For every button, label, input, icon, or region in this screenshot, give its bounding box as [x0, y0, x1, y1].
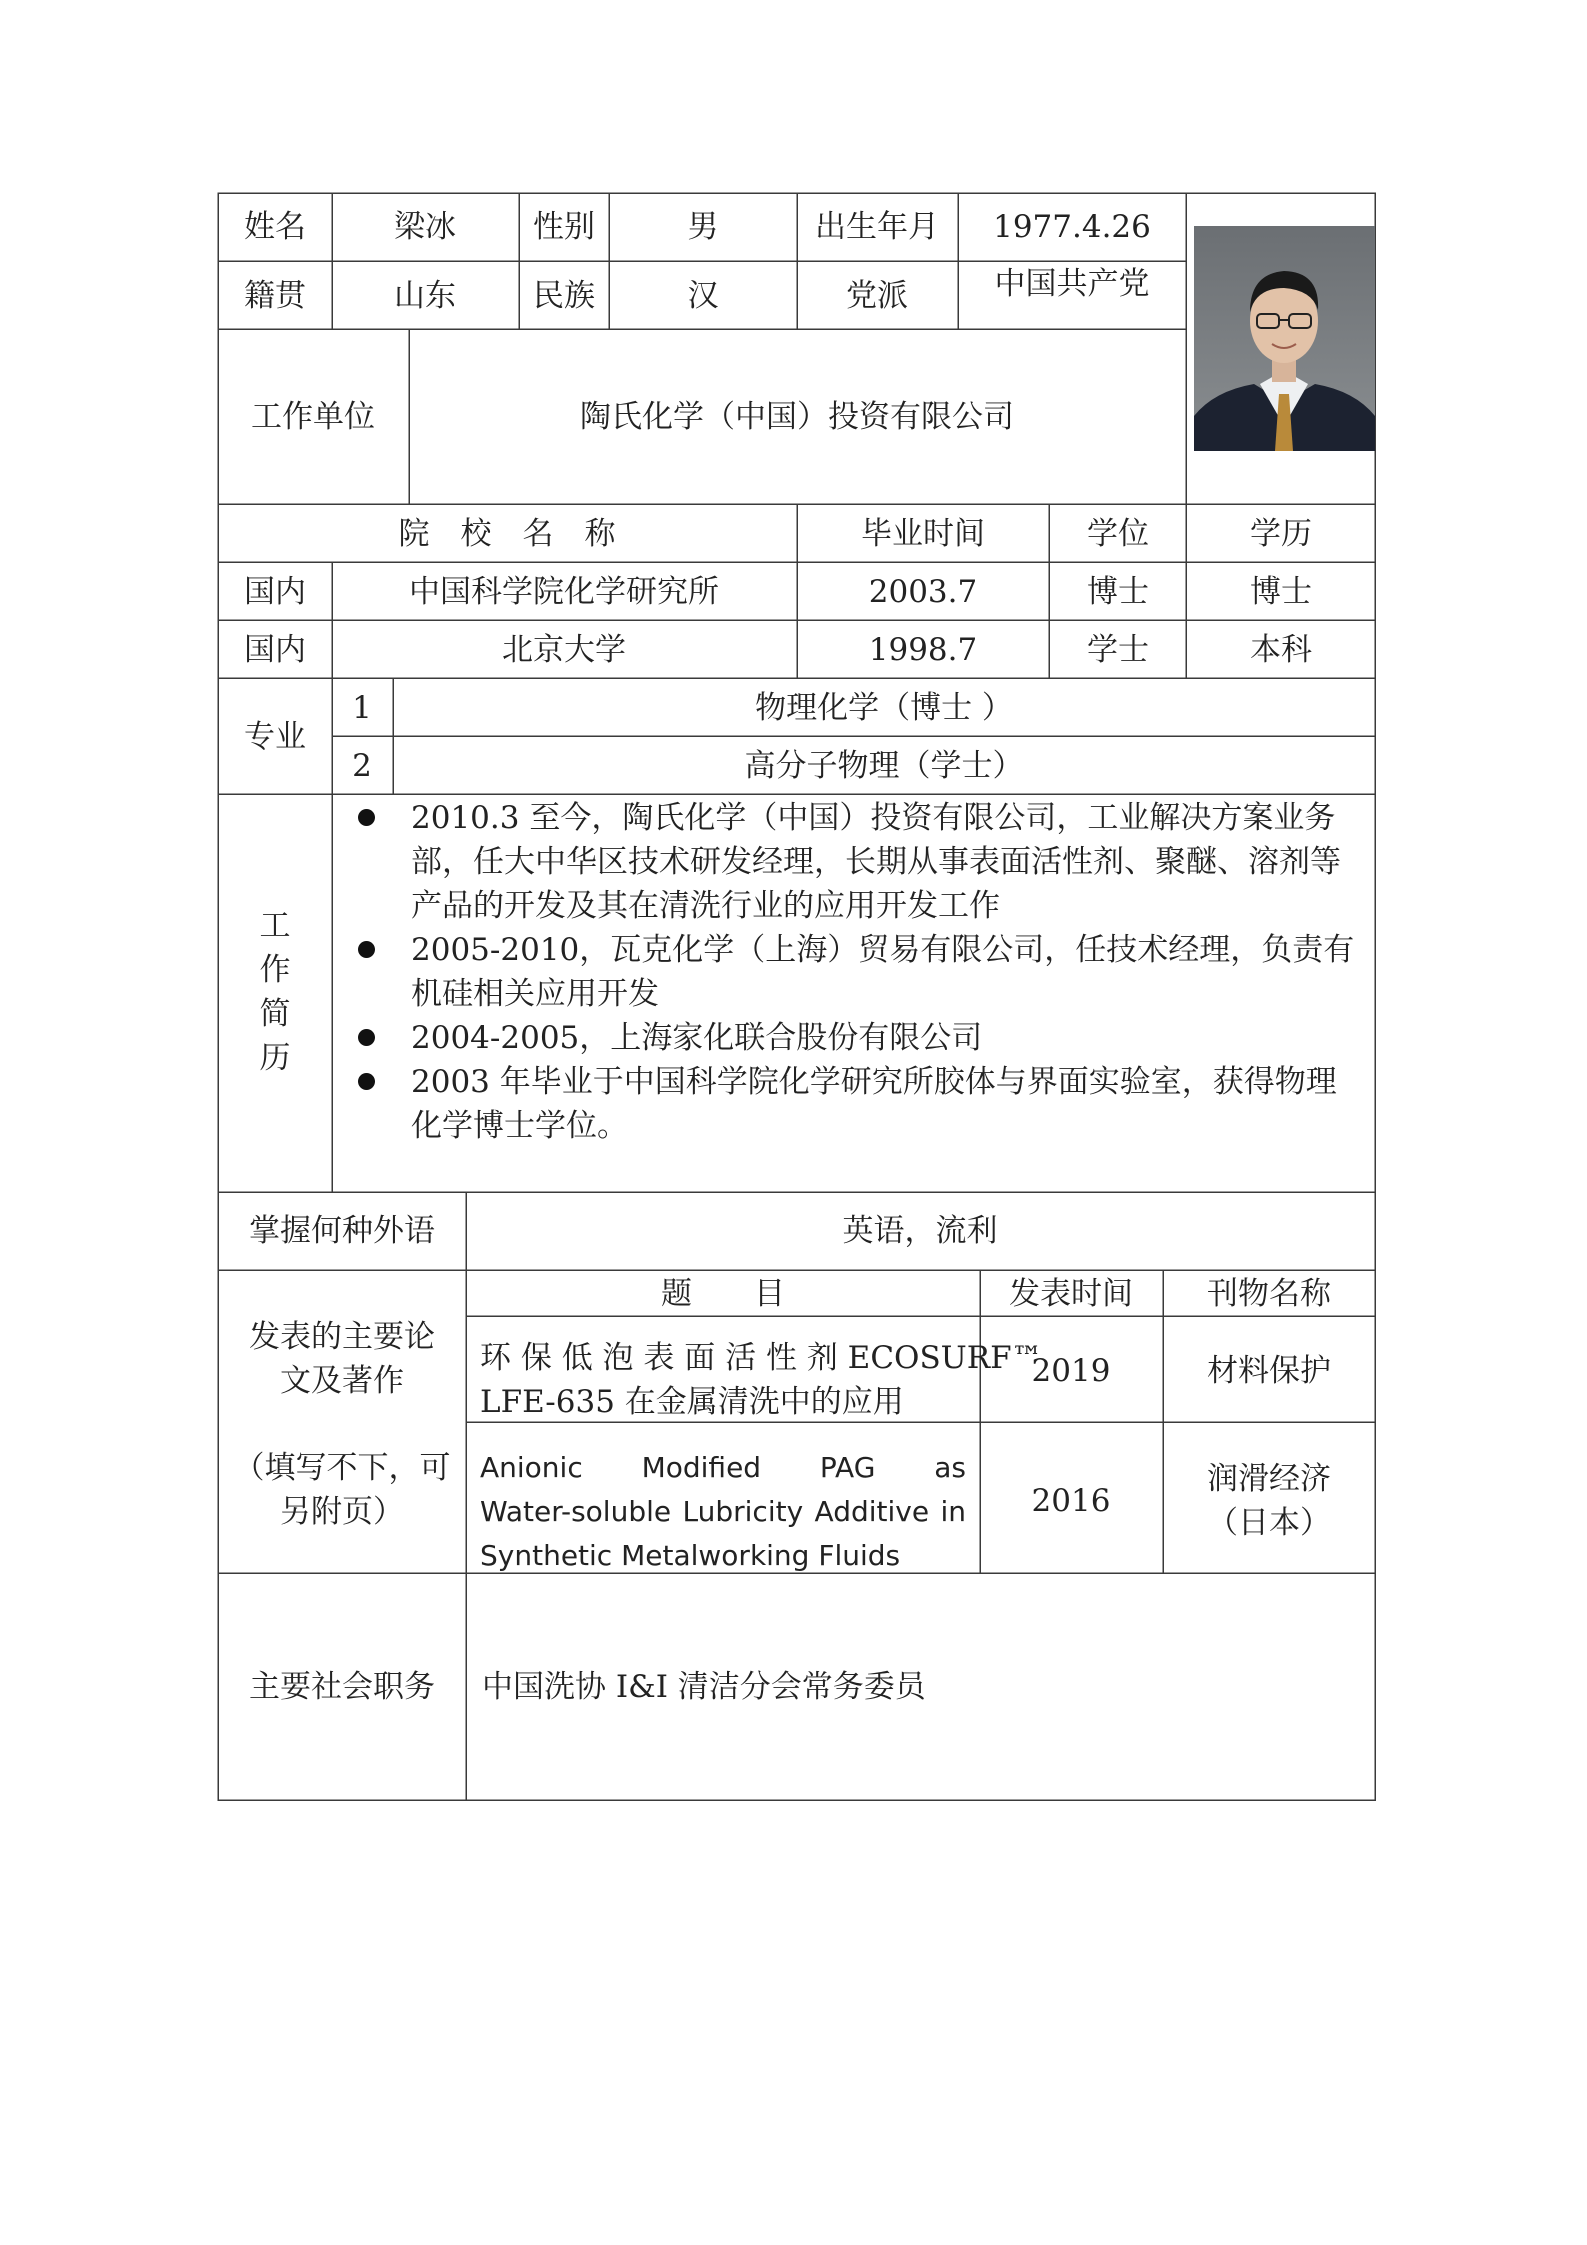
- edu-row-level: 博士: [1250, 574, 1312, 610]
- social-role-value: 中国洗协 I&I 清洁分会常务委员: [482, 1669, 926, 1705]
- edu-header-level: 学历: [1250, 516, 1312, 552]
- edu-row-region: 国内: [244, 632, 306, 668]
- bullet-icon: [358, 941, 375, 958]
- bullet-icon: [358, 1029, 375, 1046]
- pub-row-year: 2019: [1031, 1353, 1111, 1389]
- bullet-icon: [358, 809, 375, 826]
- major-label: 专业: [244, 719, 306, 755]
- work-history-line: 机硅相关应用开发: [411, 976, 659, 1012]
- native-label: 籍贯: [244, 278, 306, 314]
- edu-row-date: 2003.7: [868, 574, 978, 610]
- work-history-line: 2005-2010，瓦克化学（上海）贸易有限公司，任技术经理，负责有: [411, 932, 1355, 968]
- native-value: 山东: [394, 278, 456, 314]
- birth-label: 出生年月: [815, 209, 939, 245]
- language-label: 掌握何种外语: [249, 1213, 435, 1249]
- edu-row-region: 国内: [244, 574, 306, 610]
- name-label: 姓名: [244, 209, 306, 245]
- work-history-line: 部，任大中华区技术研发经理，长期从事表面活性剂、聚醚、溶剂等: [411, 844, 1341, 880]
- work-history-label: 工 作 简 历: [259, 908, 291, 1076]
- pub-row-title: Synthetic Metalworking Fluids: [480, 1539, 901, 1572]
- work-history-line: 化学博士学位。: [411, 1108, 628, 1144]
- edu-header-degree: 学位: [1087, 516, 1149, 552]
- major-item-text: 高分子物理（学士）: [744, 748, 1024, 784]
- name-value: 梁冰: [394, 209, 456, 245]
- pub-header-date: 发表时间: [1009, 1276, 1133, 1312]
- pub-header-journal: 刊物名称: [1207, 1276, 1331, 1312]
- ethnicity-label: 民族: [533, 278, 595, 314]
- pub-row-title: Water-soluble Lubricity Additive in: [480, 1495, 966, 1528]
- portrait-photo: [1194, 226, 1375, 451]
- edu-header-date: 毕业时间: [861, 516, 985, 552]
- work-history-line: 2003 年毕业于中国科学院化学研究所胶体与界面实验室，获得物理: [411, 1064, 1337, 1100]
- edu-row-degree: 博士: [1087, 574, 1149, 610]
- publications-label: 发表的主要论: [249, 1319, 435, 1355]
- bullet-icon: [358, 1073, 375, 1090]
- pub-header-title: 题 目: [661, 1276, 785, 1312]
- employer-label: 工作单位: [251, 399, 375, 435]
- pub-row-title: Anionic Modified PAG as: [480, 1451, 966, 1484]
- pub-row-journal: （日本）: [1207, 1505, 1331, 1541]
- publications-note: （填写不下，可: [233, 1450, 451, 1486]
- edu-header-school: 院 校 名 称: [398, 516, 616, 552]
- party-value: 中国共产党: [994, 266, 1150, 302]
- edu-row-degree: 学士: [1087, 632, 1149, 668]
- employer-value: 陶氏化学（中国）投资有限公司: [580, 399, 1014, 435]
- pub-row-title: LFE-635 在金属清洗中的应用: [480, 1384, 904, 1420]
- gender-label: 性别: [533, 209, 595, 245]
- social-role-label: 主要社会职务: [249, 1669, 435, 1705]
- major-item-no: 2: [352, 748, 372, 784]
- work-history-line: 2004-2005，上海家化联合股份有限公司: [411, 1020, 983, 1056]
- pub-row-year: 2016: [1031, 1483, 1111, 1519]
- portrait-illustration: [1194, 226, 1375, 451]
- gender-value: 男: [687, 209, 719, 245]
- language-value: 英语，流利: [842, 1213, 998, 1249]
- party-label: 党派: [846, 278, 908, 314]
- major-item-text: 物理化学（博士 ）: [755, 690, 1013, 726]
- publications-label: 文及著作: [280, 1363, 404, 1399]
- ethnicity-value: 汉: [687, 278, 719, 314]
- birth-value: 1977.4.26: [993, 209, 1151, 245]
- major-item-no: 1: [352, 690, 372, 726]
- pub-row-journal: 润滑经济: [1207, 1461, 1331, 1497]
- pub-row-journal: 材料保护: [1207, 1353, 1331, 1389]
- edu-row-school: 北京大学: [502, 632, 626, 668]
- publications-note: 另附页）: [280, 1494, 404, 1530]
- edu-row-level: 本科: [1250, 632, 1312, 668]
- edu-row-date: 1998.7: [868, 632, 978, 668]
- work-history-line: 2010.3 至今，陶氏化学（中国）投资有限公司，工业解决方案业务: [411, 800, 1336, 836]
- pub-row-title: 环 保 低 泡 表 面 活 性 剂 ECOSURF™: [480, 1340, 1043, 1376]
- edu-row-school: 中国科学院化学研究所: [409, 574, 719, 610]
- work-history-line: 产品的开发及其在清洗行业的应用开发工作: [411, 888, 1000, 924]
